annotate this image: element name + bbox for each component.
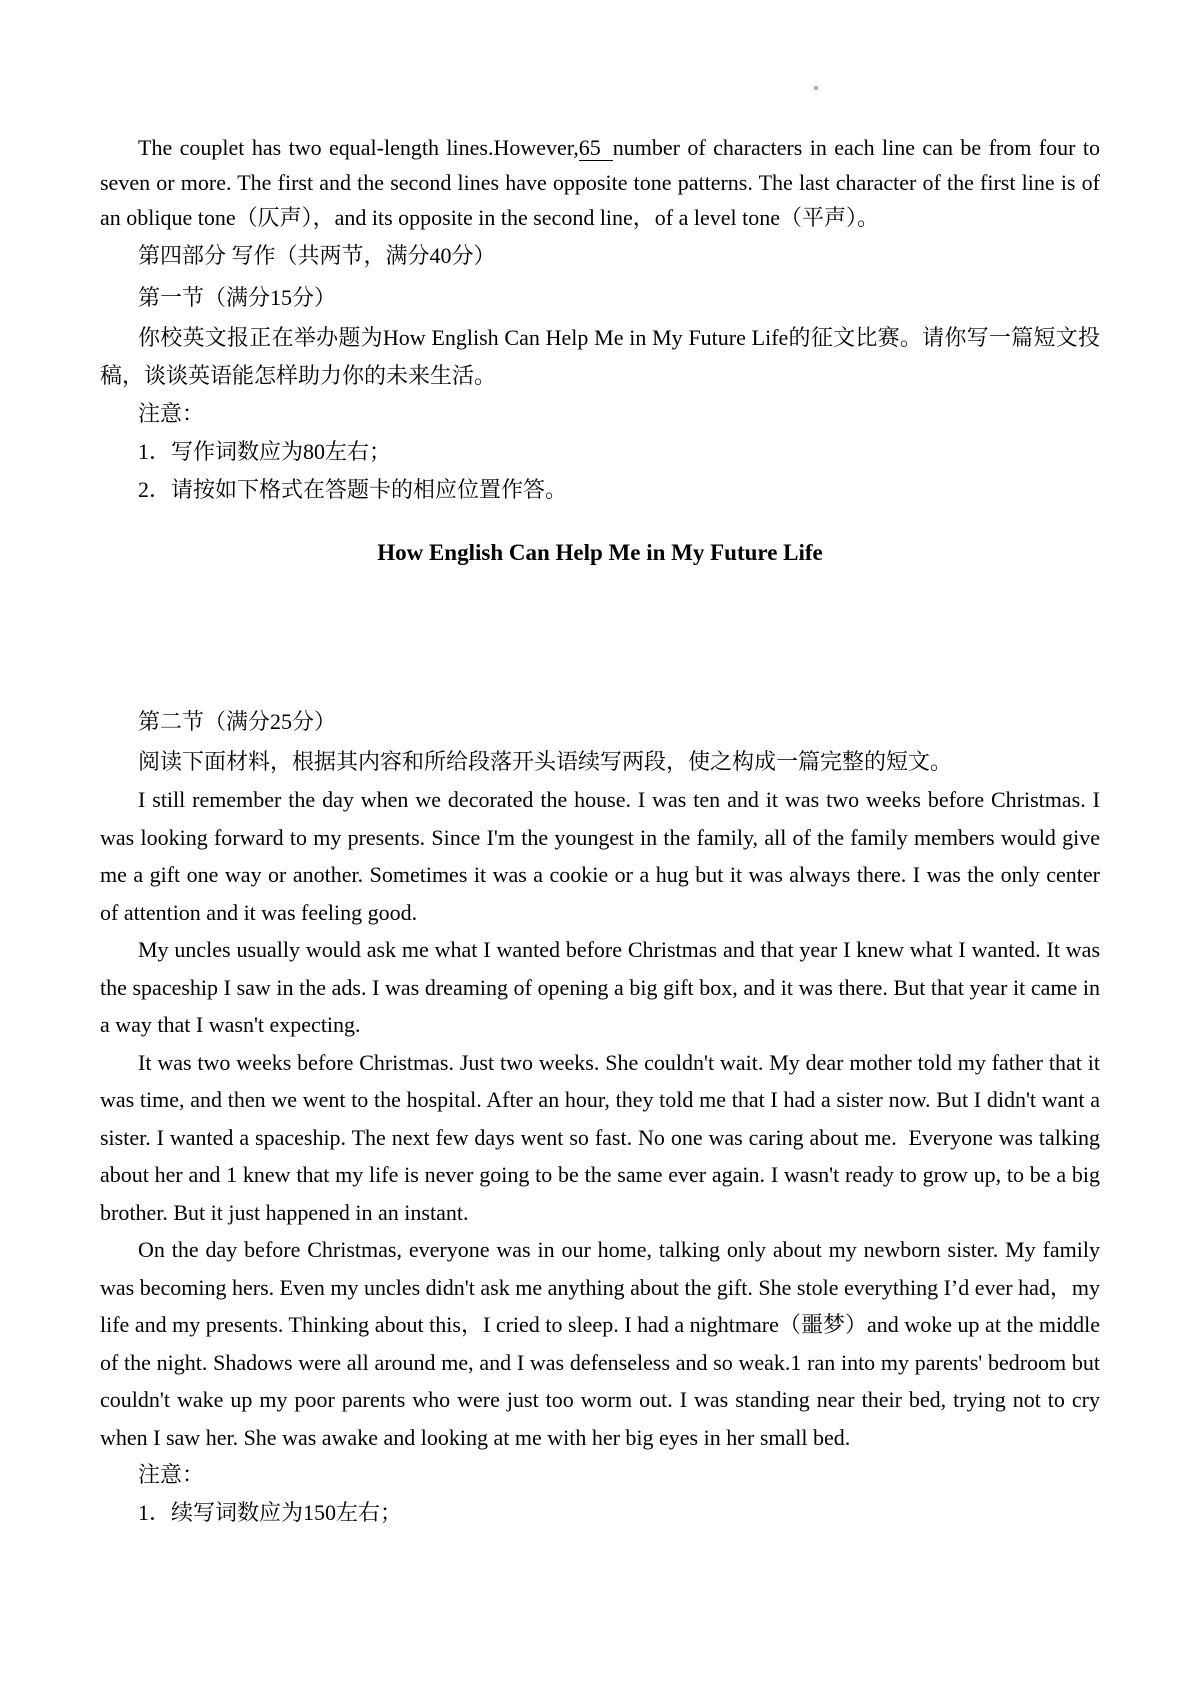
section1-heading: 第一节（满分15分） (138, 285, 337, 310)
couplet-text-after-blank: number of characters in each line can be from four to seven or more. The first and the second lines have opposite tone patterns. The last character of the first line is of an oblique tone（仄声），and its opposite in the second line，of a level tone（平声）。 (100, 135, 1100, 230)
section2-note-1: 1．续写词数应为150左右； (138, 1500, 403, 1525)
faint-dot-artifact (814, 86, 818, 90)
writing-space (100, 573, 1100, 701)
section2-instruction: 阅读下面材料，根据其内容和所给段落开头语续写两段，使之构成一篇完整的短文。 (138, 749, 953, 774)
section2-heading: 第二节（满分25分） (138, 709, 337, 734)
story-paragraph-1: I still remember the day when we decorated the house. I was ten and it was two weeks before Christmas. I was looking forward to my presents. Since I'm the youngest in the family, all of the family members would give me a gift one way or another. Sometimes it was a cookie or a hug but it was always there. I was the only center of attention and it was feeling good. (100, 787, 1100, 925)
section1-prompt: 你校英文报正在举办题为How English Can Help Me in My Future Life的征文比赛。请你写一篇短文投稿，谈谈英语能怎样助力你的未来生活。 (100, 325, 1100, 388)
story-paragraph-2: My uncles usually would ask me what I wanted before Christmas and that year I knew what I wanted. It was the spaceship I saw in the ads. I was dreaming of opening a big gift box, and it was there. But that year it came in a way that I wasn't expecting. (100, 937, 1100, 1037)
story-paragraph-4: On the day before Christmas, everyone was in our home, talking only about my newborn sister. My family was becoming hers. Even my uncles didn't ask me anything about the gift. She stole everything I’d ever had，my life and my presents. Thinking about this，I cried to sleep. I had a nightmare（噩梦）and woke up at the middle of the night. Shadows were all around me, and I was defenseless and so weak.1 ran into my parents' bedroom but couldn't wake up my poor parents who were just too worm out. I was standing near their bed, trying not to cry when I saw her. She was awake and looking at me with her big eyes in her small bed. (100, 1237, 1100, 1450)
couplet-text-before-blank: The couplet has two equal-length lines.However, (138, 135, 579, 160)
essay-title: How English Can Help Me in My Future Life (377, 540, 823, 565)
story-paragraph-3: It was two weeks before Christmas. Just two weeks. She couldn't wait. My dear mother told my father that it was time, and then we went to the hospital. After an hour, they told me that I had a sister now. But I didn't want a sister. I wanted a spaceship. The next few days went so fast. No one was caring about me. Everyone was talking about her and 1 knew that my life is never going to be the same ever again. I wasn't ready to grow up, to be a big brother. But it just happened in an instant. (100, 1049, 1100, 1225)
section2-notice-label: 注意： (138, 1462, 205, 1487)
blank-answer-65: 65 (579, 135, 613, 161)
section1-notice-label: 注意： (138, 401, 205, 426)
couplet-paragraph (100, 130, 1100, 235)
section1-note-2: 2．请按如下格式在答题卡的相应位置作答。 (138, 477, 568, 502)
part4-heading: 第四部分 写作（共两节，满分40分） (138, 243, 496, 268)
section1-note-1: 1．写作词数应为80左右； (138, 439, 392, 464)
